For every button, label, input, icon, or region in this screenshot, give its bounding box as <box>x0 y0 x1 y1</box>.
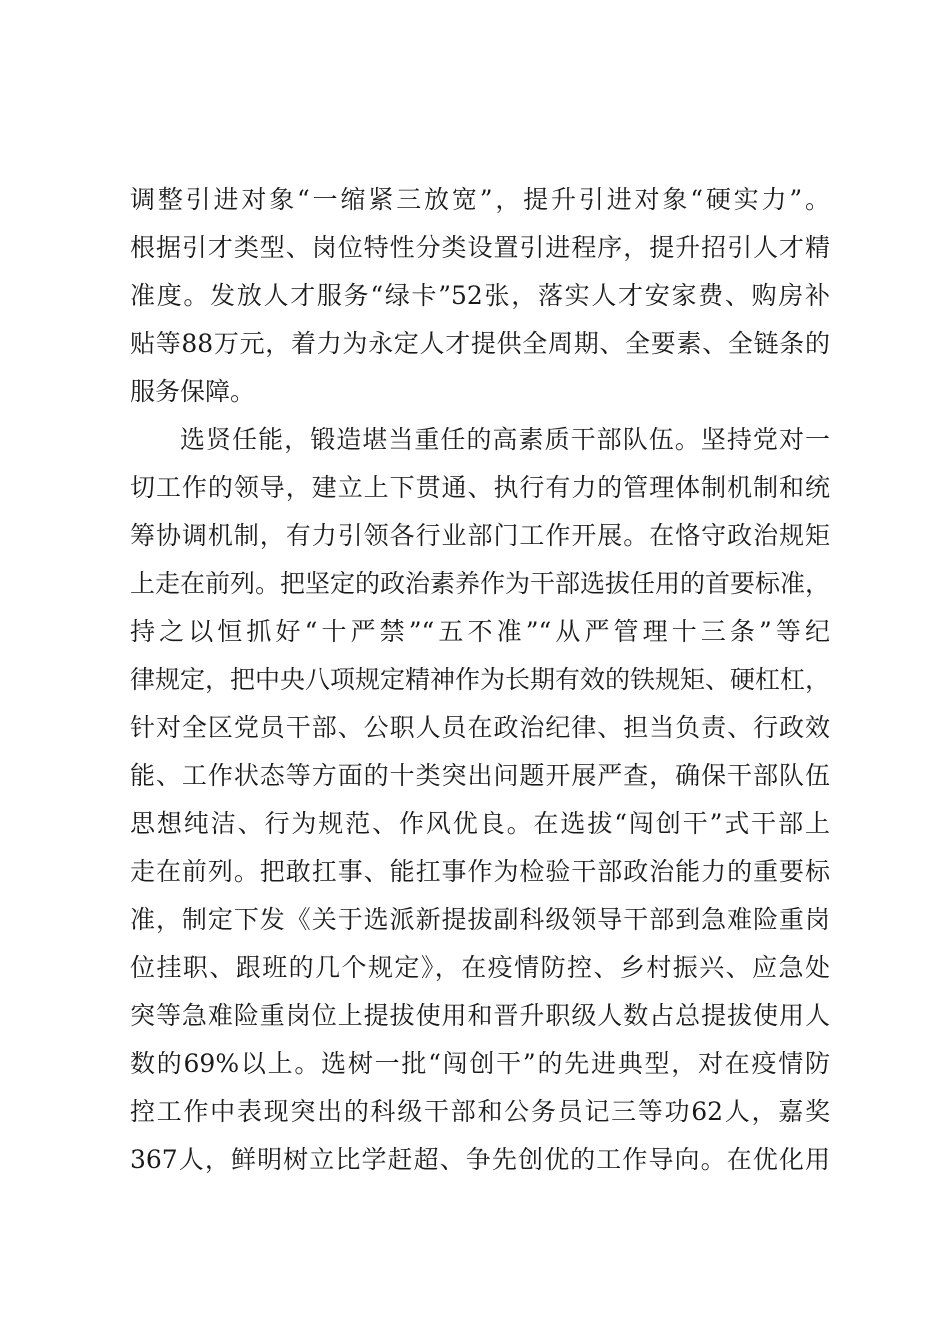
paragraph-2-line-7: 针对全区党员干部、公职人员在政治纪律、担当负责、行政效 <box>130 713 830 742</box>
paragraph-2-line-16: 367人，鲜明树立比学赶超、争先创优的工作导向。在优化用 <box>130 1145 830 1174</box>
paragraph-2-line-3: 筹协调机制，有力引领各行业部门工作开展。在恪守政治规矩 <box>130 521 830 550</box>
paragraph-2-line-10: 走在前列。把敢扛事、能扛事作为检验干部政治能力的重要标 <box>130 857 830 886</box>
paragraph-2-line-12: 位挂职、跟班的几个规定》，在疫情防控、乡村振兴、应急处 <box>130 953 830 982</box>
paragraph-2-line-14: 数的69%以上。选树一批“闯创干”的先进典型，对在疫情防 <box>130 1049 830 1078</box>
paragraph-2-line-5: 持之以恒抓好“十严禁”“五不准”“从严管理十三条”等纪 <box>130 617 830 646</box>
paragraph-2-line-4: 上走在前列。把坚定的政治素养作为干部选拔任用的首要标准， <box>130 569 831 598</box>
paragraph-2-line-11: 准，制定下发《关于选派新提拔副科级领导干部到急难险重岗 <box>130 905 830 934</box>
paragraph-1-line-4: 贴等88万元，着力为永定人才提供全周期、全要素、全链条的 <box>130 329 830 358</box>
paragraph-1-line-3: 准度。发放人才服务“绿卡”52张，落实人才安家费、购房补 <box>130 281 830 310</box>
paragraph-2-line-1: 选贤任能，锻造堪当重任的高素质干部队伍。坚持党对一 <box>180 425 830 454</box>
paragraph-2-line-15: 控工作中表现突出的科级干部和公务员记三等功62人，嘉奖 <box>130 1097 830 1126</box>
paragraph-2-line-13: 突等急难险重岗位上提拔使用和晋升职级人数占总提拔使用人 <box>130 1001 830 1030</box>
paragraph-1-line-2: 根据引才类型、岗位特性分类设置引进程序，提升招引人才精 <box>130 233 830 262</box>
paragraph-1-line-1: 调整引进对象“一缩紧三放宽”，提升引进对象“硬实力”。 <box>130 185 830 214</box>
paragraph-2-line-6: 律规定，把中央八项规定精神作为长期有效的铁规矩、硬杠杠， <box>130 665 831 694</box>
paragraph-2-line-9: 思想纯洁、行为规范、作风优良。在选拔“闯创干”式干部上 <box>130 809 830 838</box>
paragraph-2-line-8: 能、工作状态等方面的十类突出问题开展严查，确保干部队伍 <box>130 761 830 790</box>
paragraph-2-line-2: 切工作的领导，建立上下贯通、执行有力的管理体制机制和统 <box>130 473 830 502</box>
paragraph-1-line-5: 服务保障。 <box>130 377 256 406</box>
